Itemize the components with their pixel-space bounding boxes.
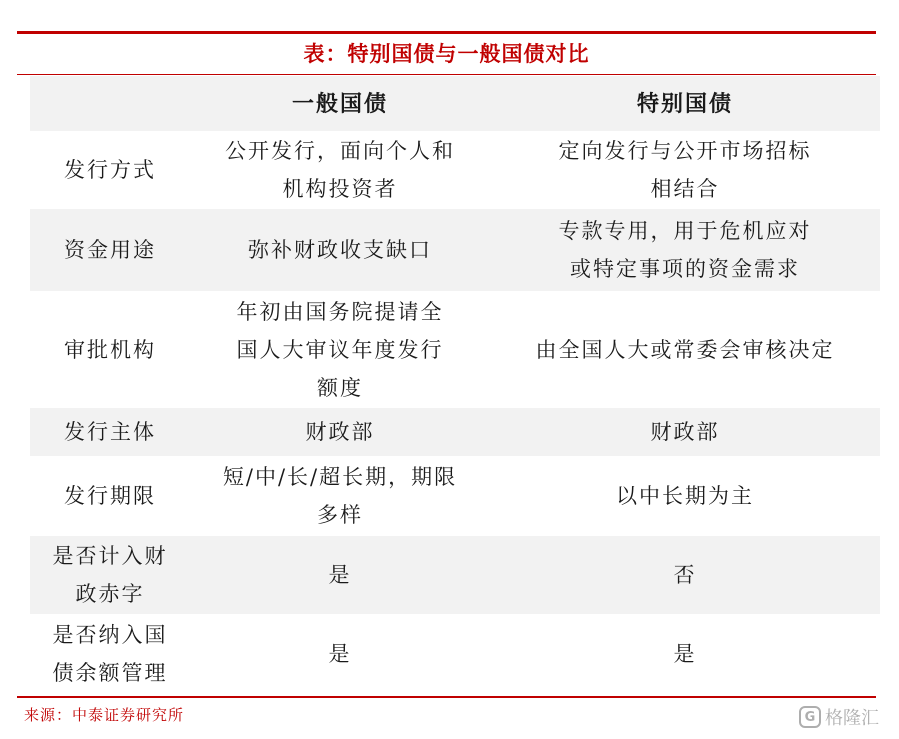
- watermark-text: 格隆汇: [825, 708, 879, 729]
- cell-text-line: 公开发行，面向个人和: [225, 139, 455, 163]
- cell-text-line: 额度: [317, 375, 363, 400]
- row-label-cell: [30, 536, 190, 614]
- cell-text-line: 发行主体: [64, 420, 156, 444]
- table-row: [30, 131, 880, 209]
- general-bond-cell: [190, 408, 490, 456]
- general-bond-cell: [190, 131, 490, 209]
- special-bond-cell: [490, 291, 880, 408]
- special-bond-cell: [490, 614, 880, 694]
- cell-text-line: 国人大审议年度发行: [236, 337, 444, 362]
- cell-text-line: 债余额管理: [52, 661, 168, 685]
- special-bond-cell: [490, 456, 880, 536]
- cell-text-line: 政赤字: [75, 582, 145, 606]
- cell-text-line: 弥补财政收支缺口: [248, 238, 432, 262]
- row-label-cell: [30, 131, 190, 209]
- bottom-rule: [17, 696, 876, 698]
- row-label-cell: [30, 209, 190, 291]
- cell-text-line: 发行方式: [64, 158, 156, 182]
- special-bond-cell: [490, 209, 880, 291]
- row-label-cell: [30, 291, 190, 408]
- table-title: 表：特别国债与一般国债对比: [303, 41, 590, 66]
- watermark: [799, 704, 879, 730]
- special-bond-cell: [490, 536, 880, 614]
- top-rule: [17, 31, 876, 34]
- gelonghui-logo-icon: G: [799, 706, 821, 728]
- cell-text-line: 年初由国务院提请全: [236, 299, 444, 324]
- source-note: 来源：中泰证券研究所: [24, 706, 185, 724]
- header-cell-general-bond: 一般国债: [291, 90, 388, 117]
- cell-text-line: 资金用途: [64, 238, 156, 262]
- header-cell-blank: [30, 76, 190, 131]
- table-row: [30, 614, 880, 694]
- cell-text-line: 机构投资者: [282, 177, 398, 201]
- special-bond-cell: [490, 408, 880, 456]
- title-rule: [17, 74, 876, 75]
- cell-text-line: 是: [673, 642, 697, 666]
- table-row: [30, 536, 880, 614]
- cell-text-line: 是否纳入国: [52, 623, 168, 647]
- general-bond-cell: [190, 614, 490, 694]
- cell-text-line: 财政部: [305, 420, 375, 444]
- cell-text-line: 是: [328, 563, 352, 587]
- table-row: [30, 456, 880, 536]
- table-header-row: [30, 76, 880, 131]
- cell-text-line: 短/中/长/超长期，期限: [222, 465, 458, 489]
- special-bond-cell: [490, 131, 880, 209]
- general-bond-cell: [190, 456, 490, 536]
- table-row: [30, 291, 880, 408]
- cell-text-line: 是否计入财: [52, 544, 168, 568]
- general-bond-cell: [190, 209, 490, 291]
- cell-text-line: 审批机构: [64, 337, 156, 362]
- row-label-cell: [30, 614, 190, 694]
- cell-text-line: 由全国人大或常委会审核决定: [535, 337, 835, 362]
- table-row: [30, 209, 880, 291]
- cell-text-line: 相结合: [650, 177, 720, 201]
- comparison-table: [30, 76, 880, 694]
- table-row: [30, 408, 880, 456]
- row-label-cell: [30, 408, 190, 456]
- cell-text-line: 定向发行与公开市场招标: [558, 139, 812, 163]
- cell-text-line: 以中长期为主: [616, 484, 754, 508]
- header-cell-special-bond: 特别国债: [636, 90, 733, 117]
- general-bond-cell: [190, 536, 490, 614]
- cell-text-line: 是: [328, 642, 352, 666]
- general-bond-cell: [190, 291, 490, 408]
- cell-text-line: 多样: [316, 503, 363, 527]
- row-label-cell: [30, 456, 190, 536]
- cell-text-line: 或特定事项的资金需求: [570, 257, 800, 281]
- cell-text-line: 财政部: [650, 420, 720, 444]
- cell-text-line: 专款专用，用于危机应对: [558, 219, 812, 243]
- cell-text-line: 发行期限: [64, 484, 156, 508]
- cell-text-line: 否: [673, 563, 697, 587]
